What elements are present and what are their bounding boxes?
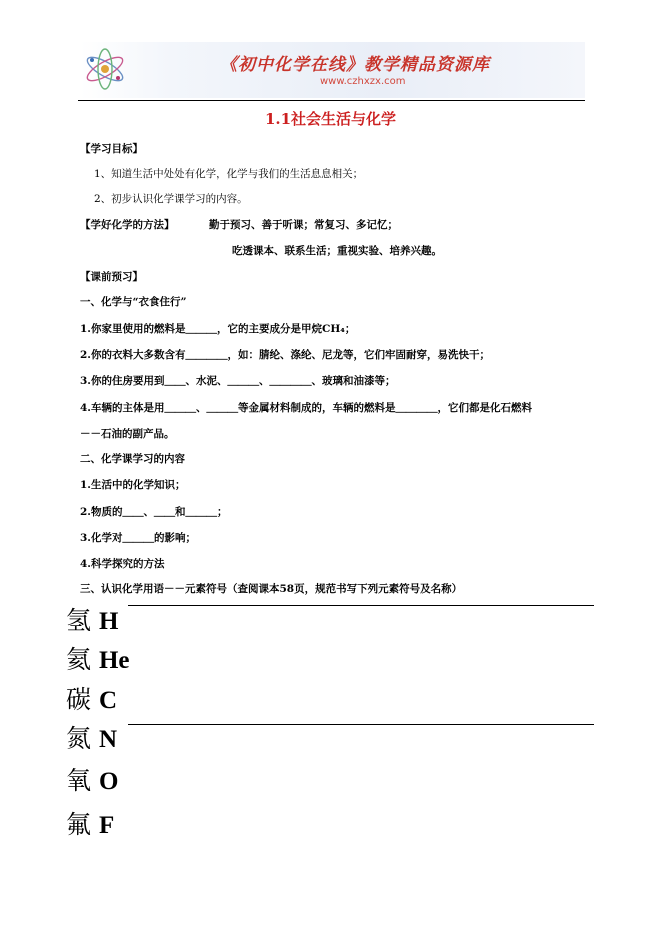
objective-item: 1、知道生活中处处有化学，化学与我们的生活息息相关；: [94, 168, 364, 180]
element-name: 氢: [66, 606, 92, 635]
writing-line: [128, 605, 594, 606]
page-title: 1.1社会生活与化学: [264, 110, 397, 128]
element-row: [66, 766, 118, 797]
element-row: [66, 645, 130, 676]
element-row: [66, 810, 114, 841]
question-1-4-line-2: －－石油的副产品。: [80, 428, 175, 440]
element-symbol: He: [98, 647, 130, 674]
section-1-title: 一、化学与“衣食住行”: [80, 296, 187, 308]
section-3-title: 三、认识化学用语－－元素符号（查阅课本58页，规范书写下列元素符号及名称）: [80, 583, 463, 595]
element-name: 氟: [66, 810, 92, 839]
question-2-1: 1.生活中的化学知识；: [80, 479, 186, 491]
element-symbol: C: [98, 687, 118, 714]
question-2-2: 2.物质的＿＿、＿＿和＿＿＿；: [80, 506, 228, 518]
element-name: 碳: [66, 685, 92, 714]
methods-line-1: 勤于预习、善于听课；常复习、多记忆；: [209, 219, 398, 231]
element-row: [66, 724, 117, 755]
element-symbol: N: [98, 726, 118, 753]
element-row: [66, 606, 118, 637]
header-divider: [78, 100, 585, 101]
element-name: 氧: [66, 766, 92, 795]
site-title: 《初中化学在线》教学精品资源库: [220, 55, 490, 75]
question-1-4-line-1: 4.车辆的主体是用＿＿＿、＿＿＿等金属材料制成的，车辆的燃料是＿＿＿＿，它们都是化石燃料: [80, 402, 532, 414]
question-2-3: 3.化学对＿＿＿的影响；: [80, 532, 196, 544]
methods-line-2: 吃透课本、联系生活；重视实验、培养兴趣。: [232, 245, 442, 257]
element-symbol: F: [98, 812, 115, 839]
element-symbol: H: [98, 608, 119, 635]
methods-heading: 【学好化学的方法】: [80, 219, 175, 231]
question-1-2: 2.你的衣料大多数含有＿＿＿＿，如：腈纶、涤纶、尼龙等，它们牢固耐穿，易洗快干；: [80, 349, 490, 361]
question-1-1: 1.你家里使用的燃料是＿＿＿，它的主要成分是甲烷CH₄；: [80, 323, 356, 335]
header-banner: [80, 42, 585, 98]
question-2-4: 4.科学探究的方法: [80, 558, 165, 570]
site-url[interactable]: www.czhxzx.com: [320, 76, 406, 87]
element-symbol: O: [98, 768, 119, 795]
writing-line: [128, 724, 594, 725]
section-2-title: 二、化学课学习的内容: [80, 453, 185, 465]
atom-logo-icon: [82, 46, 128, 92]
question-1-3: 3.你的住房要用到＿＿、水泥、＿＿＿、＿＿＿＿、玻璃和油漆等；: [80, 375, 396, 387]
element-row: [66, 685, 117, 716]
objectives-heading: 【学习目标】: [80, 143, 143, 155]
element-name: 氦: [66, 645, 92, 674]
objective-item: 2、初步认识化学课学习的内容。: [94, 193, 248, 205]
preview-heading: 【课前预习】: [80, 271, 143, 283]
element-name: 氮: [66, 724, 92, 753]
